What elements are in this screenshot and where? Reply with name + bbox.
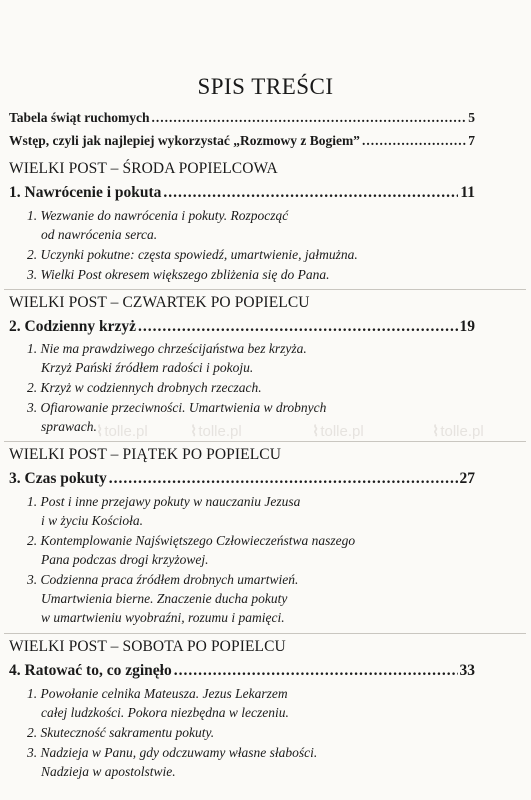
toc-subitem (27, 265, 329, 284)
subitem-line: 3. Codzienna praca źródłem drobnych umartwień. (27, 572, 299, 587)
subitem-line: Nadzieja w apostolstwie. (41, 764, 176, 779)
toc-entry-tabela[interactable] (9, 110, 475, 126)
toc-entry-page: 5 (468, 110, 475, 125)
section-divider (4, 633, 526, 634)
subitem-line: sprawach. (41, 419, 97, 434)
toc-chapter-2[interactable] (9, 318, 475, 336)
dot-leader (163, 184, 458, 202)
page-title: SPIS TREŚCI (197, 74, 334, 99)
toc-entry-wstep[interactable] (9, 133, 475, 149)
dot-leader (138, 318, 457, 336)
toc-chapter-4[interactable] (9, 662, 475, 680)
toc-chapter-page: 19 (459, 318, 475, 335)
dot-leader (109, 470, 458, 488)
subitem-line: Krzyż Pański źródłem radości i pokoju. (41, 360, 254, 375)
toc-chapter-3[interactable] (9, 470, 475, 488)
subitem-line: 1. Powołanie celnika Mateusza. Jezus Lekarzem (27, 686, 288, 701)
subitem-line: 2. Krzyż w codziennych drobnych rzeczach. (27, 380, 262, 395)
toc-entry-page: 7 (468, 133, 475, 148)
toc-subitem (27, 339, 307, 377)
subitem-line: Umartwienia bierne. Znaczenie ducha pokuty (41, 591, 288, 606)
toc-chapter-page: 27 (459, 470, 475, 487)
toc-entry-label: Wstęp, czyli jak najlepiej wykorzystać „Rozmowy z Bogiem” (9, 133, 360, 148)
subitem-line: 2. Kontemplowanie Najświętszego Człowieczeństwa naszego (27, 533, 356, 548)
toc-subitem (27, 531, 355, 569)
toc-subitem (27, 684, 289, 722)
toc-entry-label: Tabela świąt ruchomych (9, 110, 150, 125)
section-heading: WIELKI POST – CZWARTEK PO POPIELCU (9, 294, 310, 311)
toc-chapter-label: 1. Nawrócenie i pokuta (9, 184, 162, 201)
section-heading: WIELKI POST – ŚRODA POPIELCOWA (9, 160, 278, 177)
toc-chapter-label: 3. Czas pokuty (9, 470, 107, 487)
toc-chapter-page: 33 (459, 662, 475, 679)
toc-subitem (27, 245, 358, 264)
toc-chapter-label: 4. Ratować to, co zginęło (9, 662, 172, 679)
section-heading: WIELKI POST – PIĄTEK PO POPIELCU (9, 446, 282, 463)
subitem-line: 3. Wielki Post okresem większego zbliżenia się do Pana. (27, 267, 330, 282)
toc-subitem (27, 492, 300, 530)
subitem-line: całej ludzkości. Pokora niezbędna w leczeniu. (41, 705, 289, 720)
watermark: ⌇tolle.pl (312, 423, 364, 440)
subitem-line: 1. Post i inne przejawy pokuty w nauczaniu Jezusa (27, 494, 301, 509)
toc-subitem (27, 206, 288, 244)
section-divider (4, 289, 526, 290)
toc-chapter-1[interactable] (9, 184, 475, 202)
subitem-line: od nawrócenia serca. (41, 227, 158, 242)
toc-chapter-page: 11 (460, 184, 475, 201)
dot-leader (152, 110, 467, 126)
toc-subitem (27, 398, 326, 436)
subitem-line: 2. Uczynki pokutne: częsta spowiedź, umartwienie, jałmużna. (27, 247, 358, 262)
subitem-line: i w życiu Kościoła. (41, 513, 143, 528)
dot-leader (174, 662, 458, 680)
watermark: ⌇tolle.pl (432, 423, 484, 440)
subitem-line: 1. Nie ma prawdziwego chrześcijaństwa bez krzyża. (27, 341, 307, 356)
subitem-line: 3. Nadzieja w Panu, gdy odczuwamy własne słabości. (27, 745, 318, 760)
subitem-line: 2. Skuteczność sakramentu pokuty. (27, 725, 215, 740)
toc-subitem (27, 378, 262, 397)
toc-subitem (27, 570, 298, 627)
section-divider (4, 441, 526, 442)
subitem-line: w umartwieniu wyobraźni, rozumu i pamięci. (41, 610, 285, 625)
watermark: ⌇tolle.pl (190, 423, 242, 440)
toc-subitem (27, 743, 317, 781)
toc-chapter-label: 2. Codzienny krzyż (9, 318, 137, 335)
watermark: ⌇tolle.pl (96, 423, 148, 440)
subitem-line: 1. Wezwanie do nawrócenia i pokuty. Rozpocząć (27, 208, 289, 223)
dot-leader (362, 133, 466, 149)
section-heading: WIELKI POST – SOBOTA PO POPIELCU (9, 638, 286, 655)
subitem-line: 3. Ofiarowanie przeciwności. Umartwienia w drobnych (27, 400, 327, 415)
subitem-line: Pana podczas drogi krzyżowej. (41, 552, 209, 567)
toc-subitem (27, 723, 214, 742)
